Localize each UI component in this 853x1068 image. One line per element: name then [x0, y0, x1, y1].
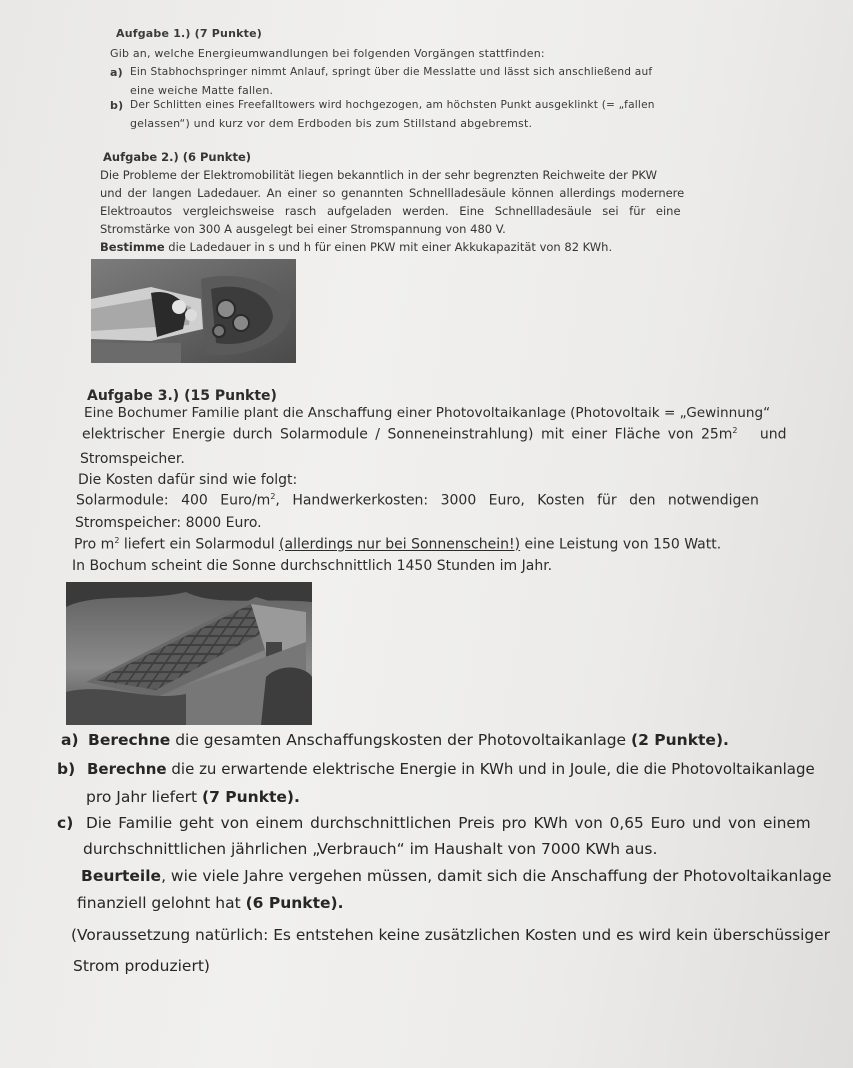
task3-line3: Stromspeicher.	[80, 451, 185, 467]
task3-a-text	[88, 731, 729, 749]
task3-c-label: c)	[57, 814, 74, 832]
task1-a-line1: Ein Stabhochspringer nimmt Anlauf, springt über die Messlatte und lässt sich anschließend auf	[130, 66, 653, 78]
task2-line4: Stromstärke von 300 A ausgelegt bei einer Stromspannung von 480 V.	[100, 222, 506, 236]
task3-note-line1: (Voraussetzung natürlich: Es entstehen keine zusätzlichen Kosten und es wird kein überschüssiger	[71, 926, 830, 944]
task3-modules-exp: 2	[270, 492, 276, 501]
task3-heading: Aufgabe 3.) (15 Punkte)	[87, 388, 277, 404]
task3-b-points: (7 Punkte).	[202, 788, 300, 806]
task3-modules-price: Solarmodule: 400 Euro/m	[76, 492, 271, 509]
task3-a-verb: Berechne	[88, 731, 171, 749]
task3-c-line2: durchschnittlichen jährlichen „Verbrauch“ im Haushalt von 7000 KWh aus.	[83, 840, 658, 858]
task3-line5-rest: , Handwerkerkosten: 3000 Euro, Kosten für den notwendigen	[275, 492, 759, 509]
task3-a-points: (2 Punkte).	[631, 731, 729, 749]
task3-line1: Eine Bochumer Familie plant die Anschaffung einer Photovoltaikanlage (Photovoltaik = „Gewinnung“	[84, 405, 771, 421]
task3-line2	[82, 426, 787, 443]
task3-line7-mid: liefert ein Solarmodul	[119, 536, 280, 553]
task3-note-line2: Strom produziert)	[73, 957, 210, 975]
task3-c-line3	[81, 867, 832, 885]
task3-line4: Die Kosten dafür sind wie folgt:	[78, 472, 298, 488]
task3-line8: In Bochum scheint die Sonne durchschnittlich 1450 Stunden im Jahr.	[72, 558, 553, 574]
task1-a-line2: eine weiche Matte fallen.	[130, 84, 274, 97]
task1-b-line1: Der Schlitten eines Freefalltowers wird hochgezogen, am höchsten Punkt ausgeklinkt (= „fallen	[130, 99, 655, 111]
task1-b-line2: gelassen“) und kurz vor dem Erdboden bis zum Stillstand abgebremst.	[130, 117, 533, 130]
task3-c-points: (6 Punkte).	[245, 894, 344, 912]
task1-b-label: b)	[110, 99, 124, 112]
task3-line7-end: eine Leistung von 150 Watt.	[520, 536, 722, 553]
task3-area: 25m	[700, 426, 733, 443]
task3-area-exp: 2	[732, 426, 738, 435]
task3-a-mid: die gesamten Anschaffungskosten der Photovoltaikanlage	[170, 731, 632, 749]
solar-roof-photo	[66, 582, 312, 725]
task1-intro: Gib an, welche Energieumwandlungen bei folgenden Vorgängen stattfinden:	[110, 47, 545, 60]
task2-task	[100, 240, 612, 254]
task3-c-line3-text: , wie viele Jahre vergehen müssen, damit sich die Anschaffung der Photovoltaikanlage	[161, 867, 832, 885]
task3-b-text: die zu erwartende elektrische Energie in KWh und in Joule, die die Photovoltaikanlage	[166, 760, 815, 778]
charging-plug-photo	[91, 259, 296, 363]
task3-b-line2-text: pro Jahr liefert	[86, 788, 202, 806]
task2-line2: und der langen Ladedauer. An einer so genannten Schnellladesäule können allerdings modernere	[100, 186, 685, 200]
task2-task-verb: Bestimme	[100, 240, 165, 254]
task3-line7-pre: Pro m	[74, 536, 115, 553]
task2-line3: Elektroautos vergleichsweise rasch aufgeladen werden. Eine Schnellladesäule sei für eine	[100, 204, 681, 218]
task2-task-text: die Ladedauer in s und h für einen PKW mit einer Akkukapazität von 82 KWh.	[164, 240, 613, 254]
task2-heading: Aufgabe 2.) (6 Punkte)	[103, 150, 252, 164]
task3-line2-text: elektrischer Energie durch Solarmodule / Sonneneinstrahlung) mit einer Fläche von	[82, 426, 694, 443]
task3-b-line2	[86, 788, 300, 806]
task3-b-verb: Berechne	[87, 760, 167, 778]
task3-sunshine-note: (allerdings nur bei Sonnenschein!)	[279, 536, 521, 553]
task3-line2-end: und	[759, 426, 787, 443]
task3-c-line4	[77, 894, 343, 912]
task3-a-label: a)	[61, 731, 79, 749]
task3-b-line1	[87, 760, 815, 778]
task1-a-label: a)	[110, 66, 123, 79]
task3-line5	[76, 492, 759, 509]
task3-c-line1: Die Familie geht von einem durchschnittlichen Preis pro KWh von 0,65 Euro und von einem	[86, 814, 811, 832]
task3-c-verb: Beurteile	[81, 867, 162, 885]
task3-line6: Stromspeicher: 8000 Euro.	[75, 515, 262, 531]
task3-b-label: b)	[57, 760, 76, 778]
task3-line7-exp: 2	[114, 536, 120, 545]
task1-heading: Aufgabe 1.) (7 Punkte)	[116, 27, 262, 40]
task3-line7	[74, 536, 721, 553]
task3-c-line4-text: finanziell gelohnt hat	[77, 894, 246, 912]
task2-line1: Die Probleme der Elektromobilität liegen bekanntlich in der sehr begrenzten Reichweite der PKW	[100, 168, 657, 182]
